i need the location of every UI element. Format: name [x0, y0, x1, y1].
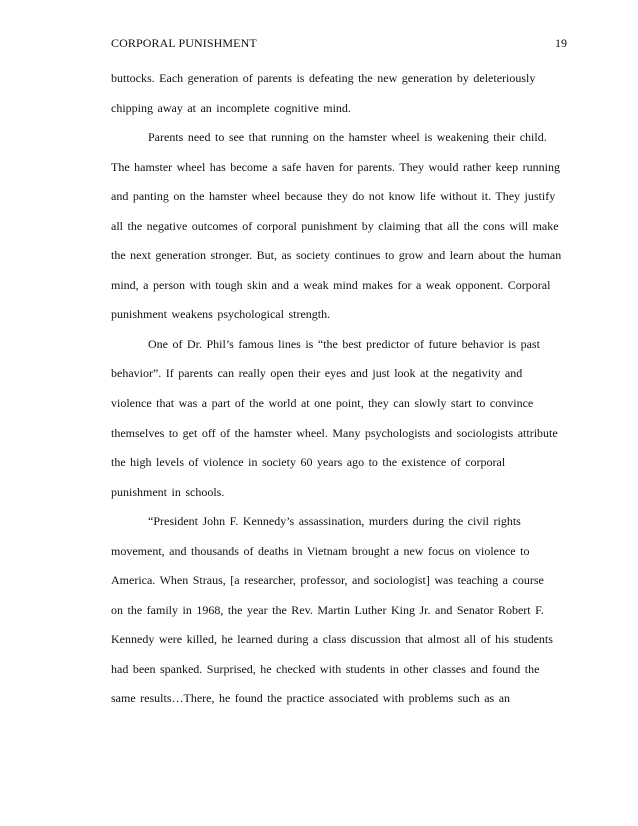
text-line: movement, and thousands of deaths in Vietnam brought a new focus on violence to — [111, 543, 530, 558]
text-line: themselves to get off of the hamster wheel. Many psychologists and sociologists attribute — [111, 425, 558, 440]
text-line: the high levels of violence in society 60 years ago to the existence of corporal — [111, 455, 506, 470]
text-line: Kennedy were killed, he learned during a class discussion that almost all of his students — [111, 632, 553, 647]
page-number: 19 — [555, 36, 567, 50]
text-line: all the negative outcomes of corporal punishment by claiming that all the cons will make — [111, 218, 559, 233]
text-line: The hamster wheel has become a safe haven for parents. They would rather keep running — [111, 159, 560, 174]
text-line: the next generation stronger. But, as society continues to grow and learn about the human — [111, 248, 562, 263]
body-text — [111, 64, 566, 714]
running-head: CORPORAL PUNISHMENT — [111, 36, 257, 50]
text-line: “President John F. Kennedy’s assassination, murders during the civil rights — [148, 514, 521, 529]
text-line: chipping away at an incomplete cognitive mind. — [111, 100, 351, 115]
text-line: buttocks. Each generation of parents is defeating the new generation by deleteriously — [111, 71, 536, 85]
text-line: and panting on the hamster wheel because they do not know life without it. They justify — [111, 189, 556, 204]
text-line: had been spanked. Surprised, he checked with students in other classes and found the — [111, 661, 540, 676]
text-line: One of Dr. Phil’s famous lines is “the best predictor of future behavior is past — [148, 336, 540, 351]
text-line: mind, a person with tough skin and a weak mind makes for a weak opponent. Corporal — [111, 277, 551, 292]
text-line: violence that was a part of the world at one point, they can slowly start to convince — [111, 396, 534, 411]
text-line: punishment weakens psychological strength. — [111, 307, 331, 322]
text-line: same results…There, he found the practice associated with problems such as an — [111, 691, 511, 706]
text-line: America. When Straus, [a researcher, professor, and sociologist] was teaching a course — [111, 573, 544, 588]
text-line: punishment in schools. — [111, 484, 225, 499]
text-line: on the family in 1968, the year the Rev. Martin Luther King Jr. and Senator Robert F. — [111, 602, 544, 617]
text-line: Parents need to see that running on the hamster wheel is weakening their child. — [148, 130, 547, 145]
text-line: behavior”. If parents can really open their eyes and just look at the negativity and — [111, 366, 523, 381]
